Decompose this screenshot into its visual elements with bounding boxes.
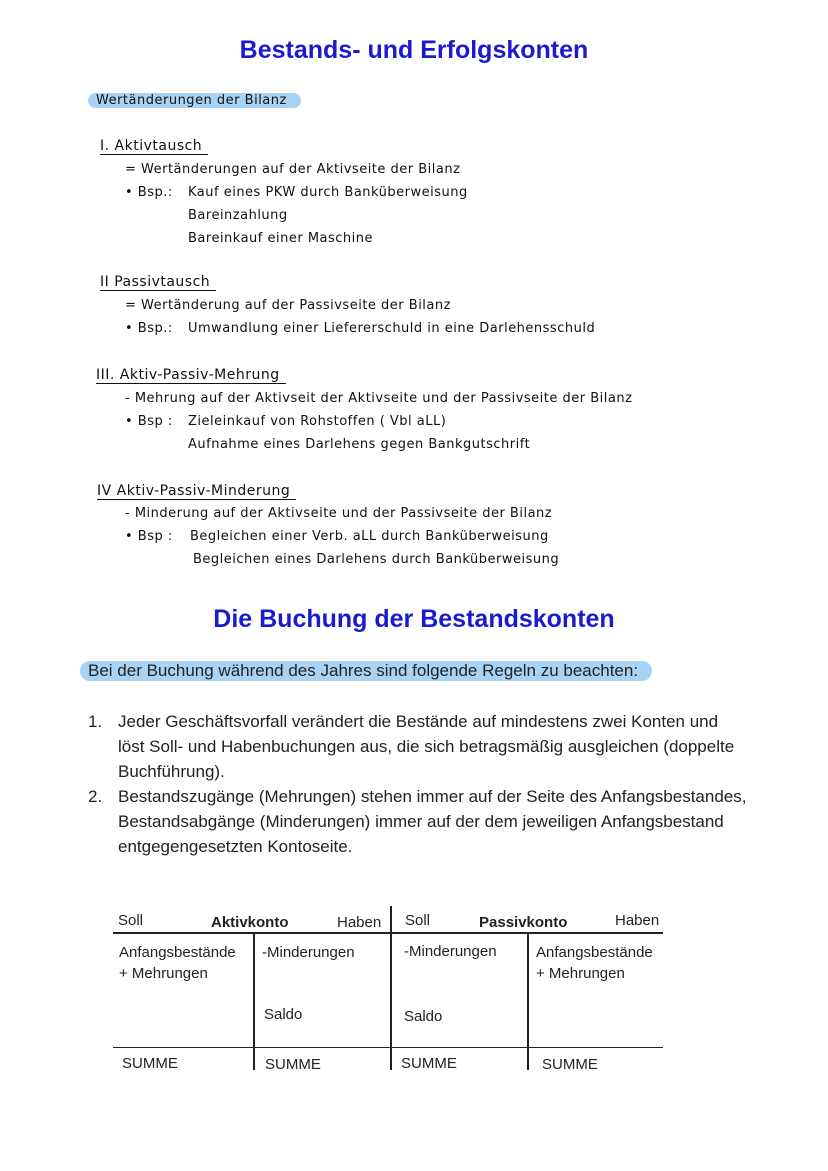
rule-text: Jeder Geschäftsvorfall verändert die Bestände auf mindestens zwei Konten und löst Soll- und Habenbuchungen aus, die sich betragsmäßig ausgleichen (doppelte Buchführung). (118, 712, 735, 781)
cell-text: Anfangsbestände (119, 944, 236, 961)
example: Aufnahme eines Darlehens gegen Bankgutschrift (188, 437, 531, 452)
account-name: Aktivkonto (211, 914, 289, 931)
header-line (113, 932, 663, 934)
sum-label: SUMME (401, 1055, 457, 1072)
soll-label: Soll (405, 912, 431, 929)
example: Begleichen eines Darlehens durch Banküberweisung (193, 552, 560, 567)
item-definition: = Wertänderung auf der Passivseite der Bilanz (125, 298, 451, 313)
section-title: Die Buchung der Bestandskonten (213, 605, 615, 633)
sum-label: SUMME (122, 1055, 178, 1072)
sum-label: SUMME (542, 1056, 598, 1073)
example: Zieleinkauf von Rohstoffen ( Vbl aLL) (188, 414, 447, 429)
divider (390, 906, 392, 1070)
cell-text: + Mehrungen (536, 965, 625, 982)
example: Begleichen einer Verb. aLL durch Banküberweisung (190, 529, 549, 544)
cell-text: -Minderungen (404, 943, 497, 960)
item-label: II Passivtausch (100, 274, 216, 291)
bsp-label: • Bsp.: (125, 321, 173, 336)
bsp-label: • Bsp.: (125, 185, 173, 200)
item-label: IV Aktiv-Passiv-Minderung (97, 483, 296, 500)
rule-text: Bestandszugänge (Mehrungen) stehen immer auf der Seite des Anfangsbestandes, Bestandsabgänge (Minderungen) immer auf der dem jeweiligen Anfangsbestand entgegengesetzten Kontoseite. (118, 787, 747, 856)
example: Bareinzahlung (188, 208, 288, 223)
divider (527, 932, 529, 1070)
saldo-label: Saldo (404, 1008, 443, 1025)
rule-item (88, 709, 748, 784)
cell-text: -Minderungen (262, 944, 355, 961)
item-definition: - Minderung auf der Aktivseite und der Passivseite der Bilanz (125, 506, 553, 521)
bsp-label: • Bsp : (125, 529, 173, 544)
rules-list (88, 709, 748, 859)
item-label: III. Aktiv-Passiv-Mehrung (96, 367, 286, 384)
item-label: I. Aktivtausch (100, 138, 208, 155)
soll-label: Soll (118, 912, 144, 929)
cell-text: Anfangsbestände (536, 944, 653, 961)
sum-label: SUMME (265, 1056, 321, 1073)
example: Bareinkauf einer Maschine (188, 231, 374, 246)
section-heading: Wertänderungen der Bilanz (88, 93, 301, 108)
page-title: Bestands- und Erfolgskonten (239, 36, 589, 64)
cell-text: + Mehrungen (119, 965, 208, 982)
haben-label: Haben (615, 912, 660, 929)
rule-number: 2. (88, 787, 103, 806)
sum-line (113, 1047, 663, 1048)
rules-heading: Bei der Buchung während des Jahres sind folgende Regeln zu beachten: (80, 661, 652, 681)
example: Umwandlung einer Liefererschuld in eine Darlehensschuld (188, 321, 596, 336)
item-definition: - Mehrung auf der Aktivseit der Aktivseite und der Passivseite der Bilanz (125, 391, 633, 406)
haben-label: Haben (337, 914, 382, 931)
example: Kauf eines PKW durch Banküberweisung (188, 185, 468, 200)
divider (253, 932, 255, 1070)
rule-item (88, 784, 748, 859)
rule-number: 1. (88, 712, 103, 731)
bsp-label: • Bsp : (125, 414, 173, 429)
account-name: Passivkonto (479, 914, 568, 931)
saldo-label: Saldo (264, 1006, 303, 1023)
item-definition: = Wertänderungen auf der Aktivseite der Bilanz (125, 162, 461, 177)
